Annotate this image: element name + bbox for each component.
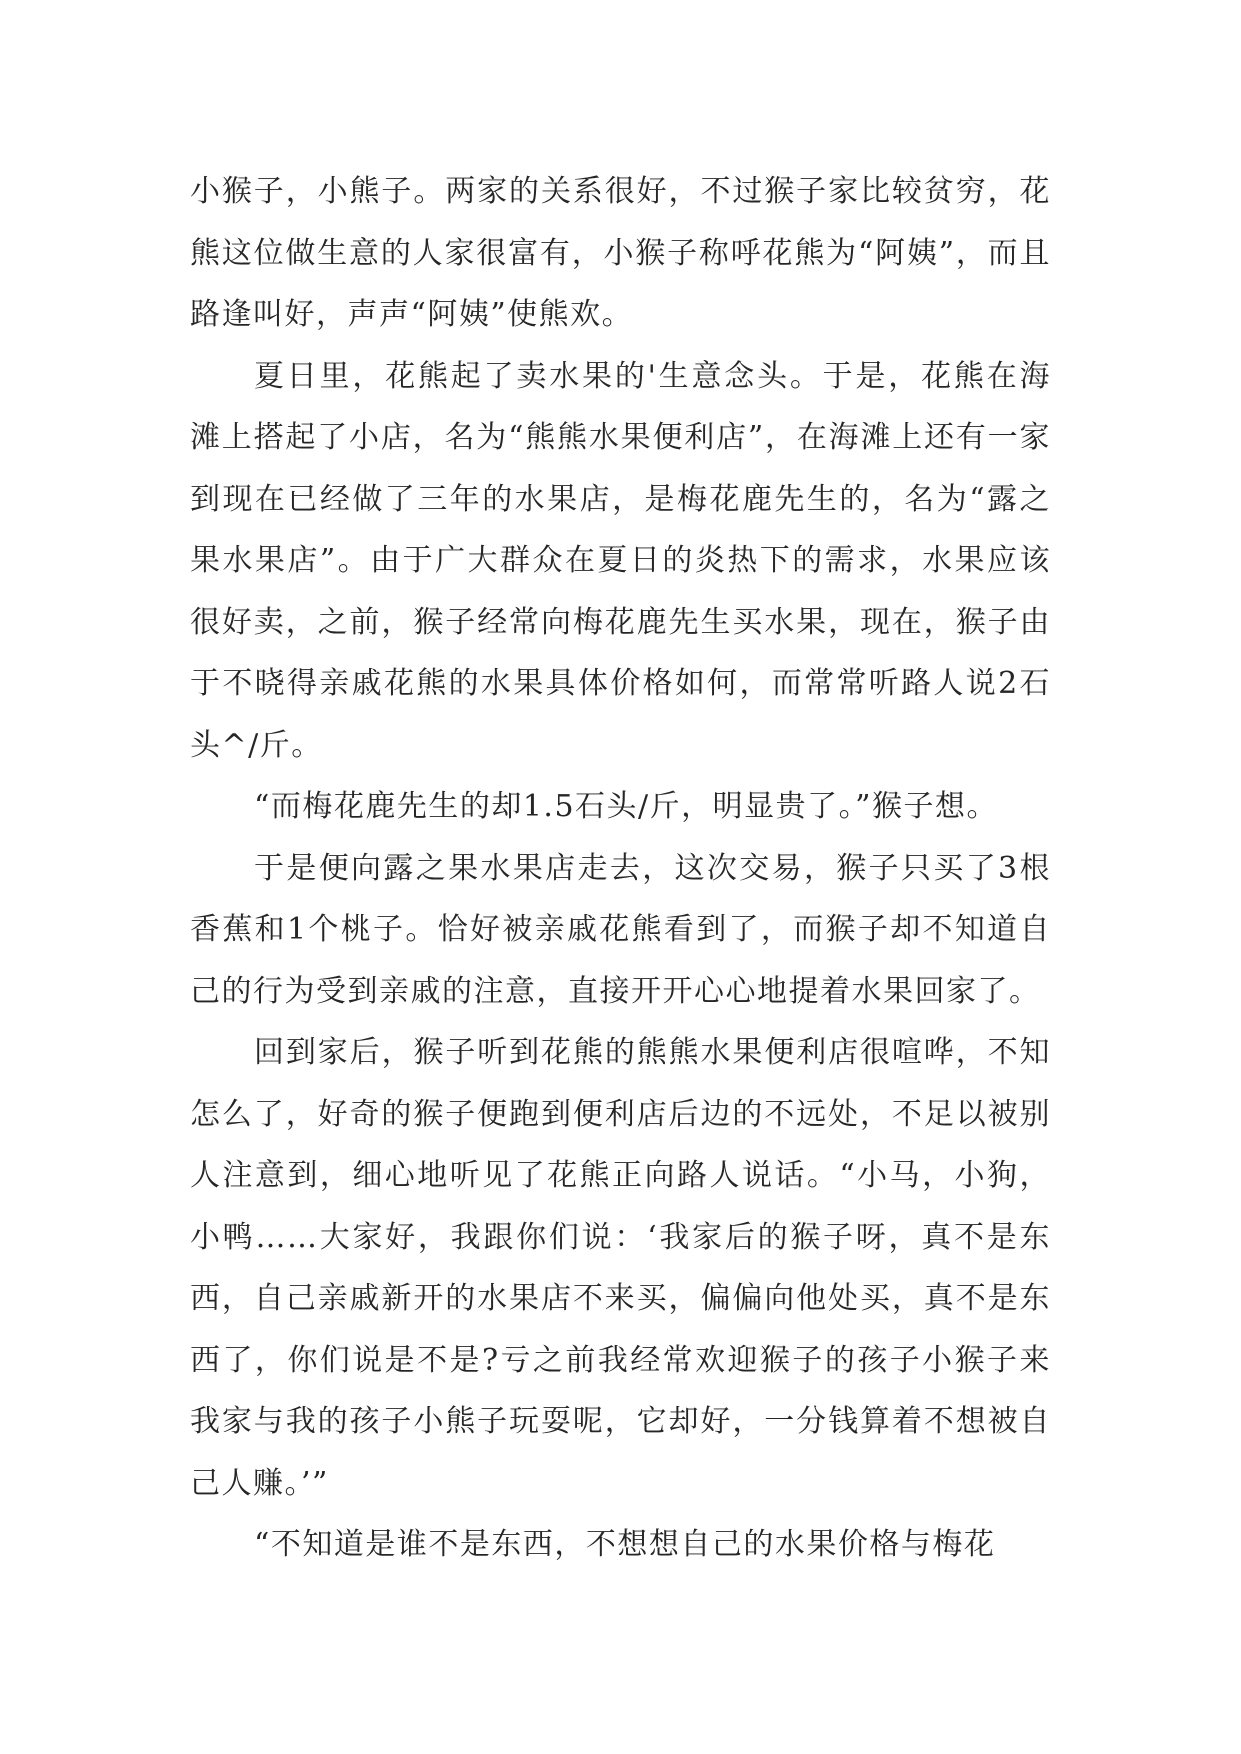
paragraph-5: 回到家后，猴子听到花熊的熊熊水果便利店很喧哗，不知怎么了，好奇的猴子便跑到便利店后边的不远处，不足以被别人注意到，细心地听见了花熊正向路人说话。“小马，小狗，小鸭……大家好，我跟你们说：‘我家后的猴子呀，真不是东西，自己亲戚新开的水果店不来买，偏偏向他处买，真不是东西了，你们说是不是?亏之前我经常欢迎猴子的孩子小猴子来我家与我的孩子小熊子玩耍呢，它却好，一分钱算着不想被自己人赚。’” bbox=[190, 1035, 1051, 1501]
paragraph-1: 小猴子，小熊子。两家的关系很好，不过猴子家比较贫穷，花熊这位做生意的人家很富有，小猴子称呼花熊为“阿姨”，而且路逢叫好，声声“阿姨”使熊欢。 bbox=[190, 174, 1051, 332]
paragraph-6: “不知道是谁不是东西，不想想自己的水果价格与梅花 bbox=[254, 1527, 996, 1562]
paragraph-4: 于是便向露之果水果店走去，这次交易，猴子只买了3根香蕉和1个桃子。恰好被亲戚花熊看到了，而猴子却不知道自己的行为受到亲戚的注意，直接开开心心地提着水果回家了。 bbox=[190, 850, 1051, 1009]
paragraph-2: 夏日里，花熊起了卖水果的'生意念头。于是，花熊在海滩上搭起了小店，名为“熊熊水果便利店”，在海滩上还有一家到现在已经做了三年的水果店，是梅花鹿先生的，名为“露之果水果店”。由于广大群众在夏日的炎热下的需求，水果应该很好卖，之前，猴子经常向梅花鹿先生买水果，现在，猴子由于不晓得亲戚花熊的水果具体价格如何，而常常听路人说2石头^/斤。 bbox=[190, 358, 1051, 763]
paragraph-3: “而梅花鹿先生的却1.5石头/斤，明显贵了。”猴子想。 bbox=[254, 789, 998, 824]
body-text bbox=[190, 161, 1051, 1576]
